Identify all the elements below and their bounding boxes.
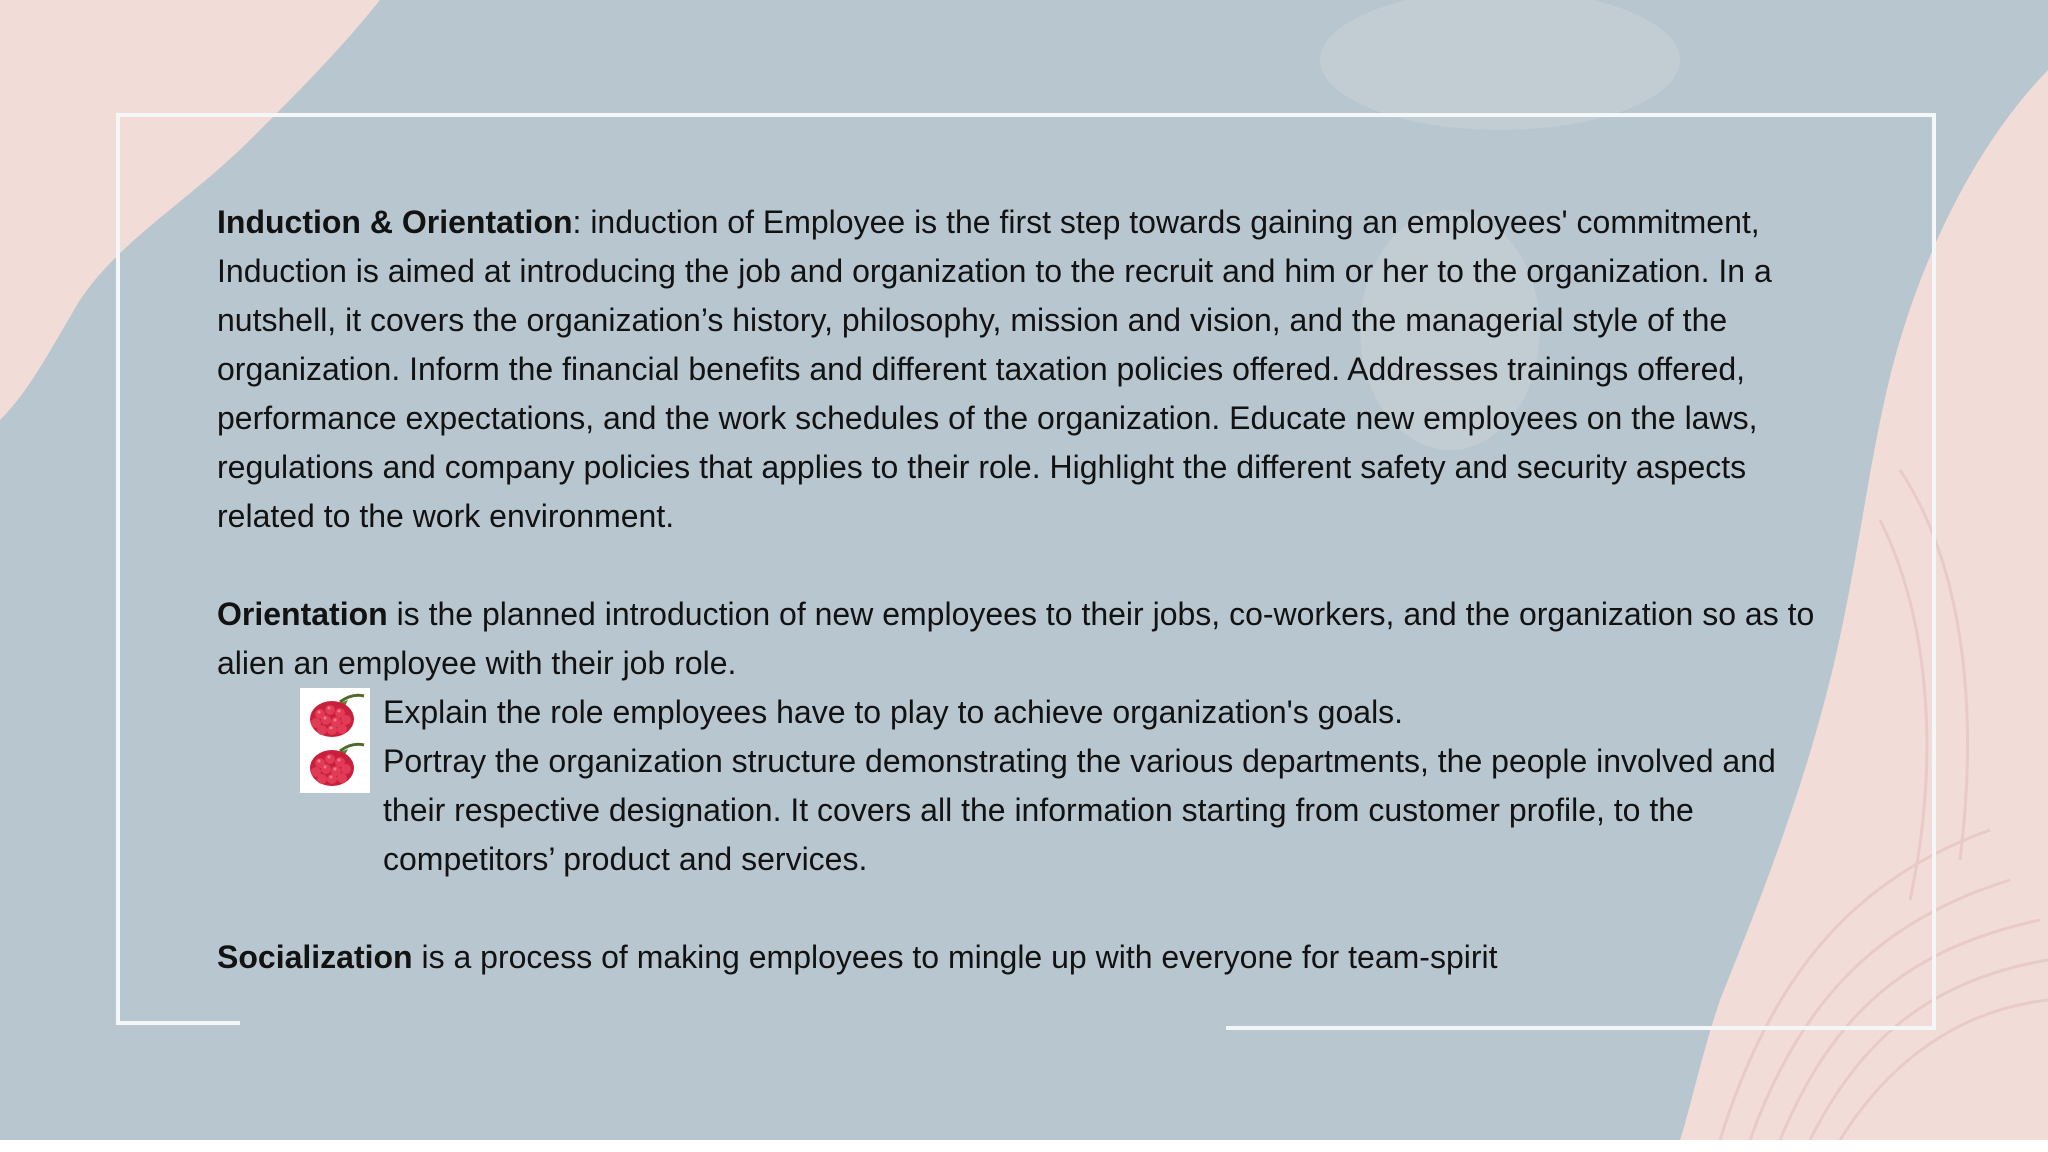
frame-bottom-left-border: [116, 1021, 240, 1025]
slide-content: [217, 198, 1837, 982]
induction-paragraph: [217, 198, 1837, 541]
induction-text: : induction of Employee is the first step towards gaining an employees' commitment, Induction is aimed at introducing the job and organization to the recruit and him or her to the organization. In a nutshell, it covers the organization’s history, philosophy, mission and vision, and the managerial style of the organization. Inform the financial benefits and different taxation policies offered. Addresses trainings offered, performance expectations, and the work schedules of the organization. Educate new employees on the laws, regulations and company policies that applies to their role. Highlight the different safety and security aspects related to the work environment.: [217, 204, 1772, 534]
frame-left-border: [116, 113, 120, 1025]
orientation-text: is the planned introduction of new employees to their jobs, co-workers, and the organization so as to alien an employee with their job role.: [217, 596, 1815, 681]
socialization-paragraph: [217, 933, 1837, 982]
bottom-strip: [0, 1140, 2048, 1152]
bullet-text: Explain the role employees have to play to achieve organization's goals.: [383, 694, 1404, 730]
socialization-term: Socialization: [217, 939, 413, 975]
list-item: [217, 737, 1837, 884]
orientation-paragraph: [217, 590, 1837, 688]
frame-bottom-right-border: [1226, 1026, 1936, 1030]
list-item: [217, 688, 1837, 737]
spacer: [217, 884, 1837, 933]
raspberry-icon: [300, 688, 370, 744]
induction-term: Induction & Orientation: [217, 204, 573, 240]
raspberry-icon: [300, 737, 370, 793]
bullet-text: Portray the organization structure demonstrating the various departments, the people involved and their respective designation. It covers all the information starting from customer profile, to the competitors’ product and services.: [383, 743, 1776, 877]
spacer: [217, 541, 1837, 590]
orientation-bullet-list: [217, 688, 1837, 884]
socialization-text: is a process of making employees to mingle up with everyone for team-spirit: [412, 939, 1498, 975]
frame-top-border: [116, 113, 1936, 117]
orientation-term: Orientation: [217, 596, 388, 632]
frame-right-border: [1932, 113, 1936, 1030]
